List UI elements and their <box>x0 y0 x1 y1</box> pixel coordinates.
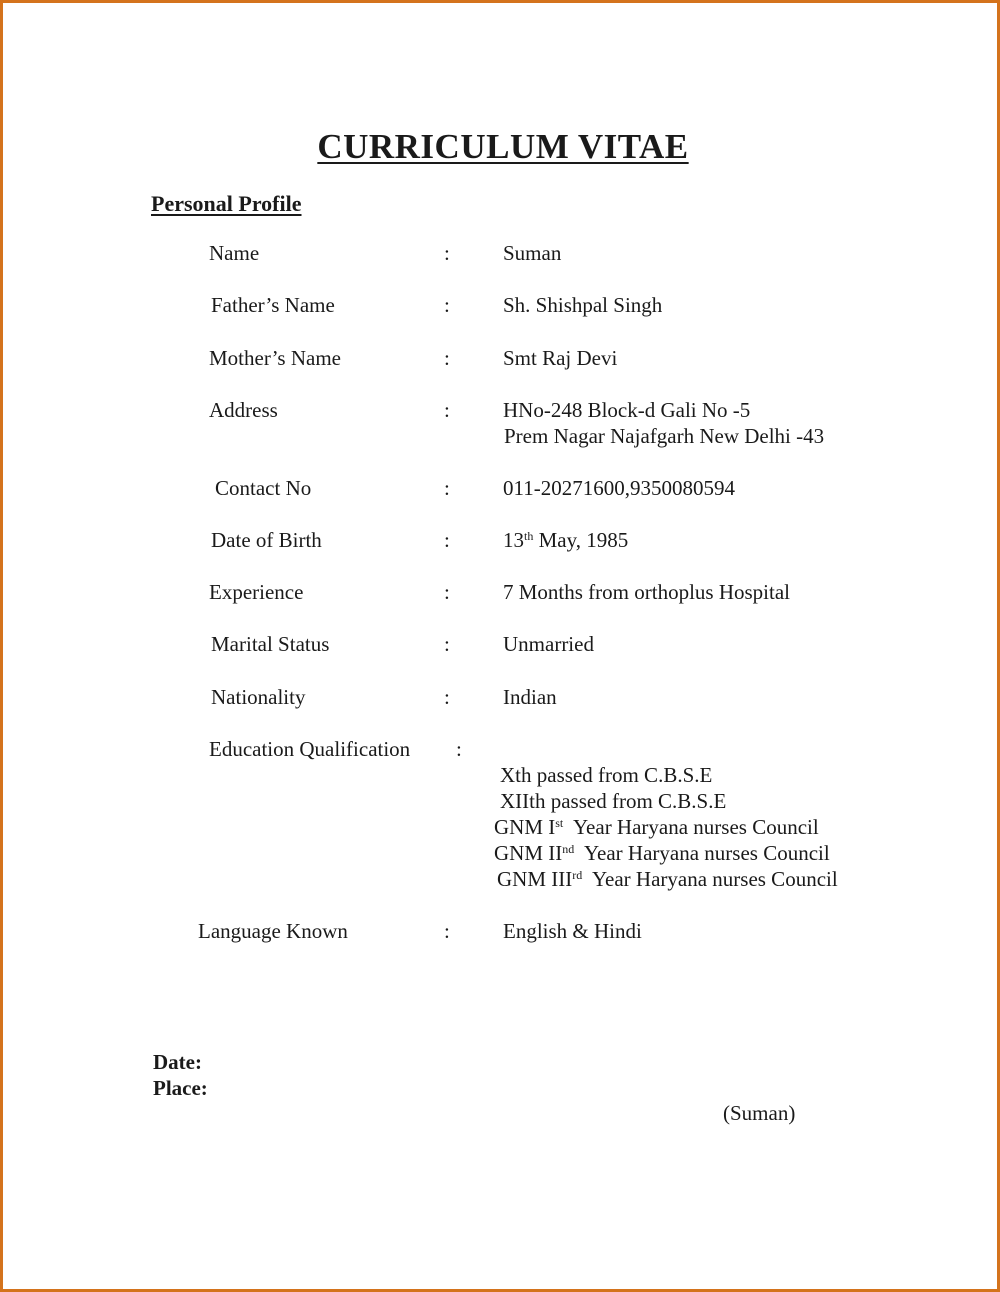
language-colon: : <box>444 919 450 943</box>
experience-colon: : <box>444 580 450 604</box>
mother-name-label: Mother’s Name <box>209 346 341 370</box>
father-name-value: Sh. Shishpal Singh <box>503 293 663 317</box>
dob-label: Date of Birth <box>211 528 322 552</box>
education-label: Education Qualification <box>209 737 411 761</box>
section-heading-personal-profile: Personal Profile <box>151 191 302 216</box>
address-line-1: HNo-248 Block-d Gali No -5 <box>503 398 751 422</box>
marital-status-label: Marital Status <box>211 632 330 656</box>
name-label: Name <box>209 241 260 265</box>
education-item: GNM IIIrd Year Haryana nurses Council <box>497 867 838 891</box>
place-label: Place: <box>153 1076 208 1100</box>
education-item: XIIth passed from C.B.S.E <box>500 789 727 813</box>
address-colon: : <box>444 398 450 422</box>
dob-colon: : <box>444 528 450 552</box>
mother-name-colon: : <box>444 346 450 370</box>
father-name-label: Father’s Name <box>211 293 335 317</box>
education-item: GNM IInd Year Haryana nurses Council <box>494 841 830 865</box>
contact-value: 011-20271600,9350080594 <box>503 476 735 500</box>
date-label: Date: <box>153 1050 202 1074</box>
language-label: Language Known <box>198 919 348 943</box>
contact-label: Contact No <box>215 476 312 500</box>
mother-name-value: Smt Raj Devi <box>503 346 618 370</box>
education-colon: : <box>456 737 462 761</box>
signature-name: (Suman) <box>723 1101 796 1125</box>
address-label: Address <box>209 398 278 422</box>
nationality-value: Indian <box>503 685 557 709</box>
nationality-label: Nationality <box>211 685 306 709</box>
dob-value: 13th May, 1985 <box>503 528 629 552</box>
nationality-colon: : <box>444 685 450 709</box>
language-value: English & Hindi <box>503 919 642 943</box>
marital-status-colon: : <box>444 632 450 656</box>
name-value: Suman <box>503 241 562 265</box>
contact-colon: : <box>444 476 450 500</box>
experience-value: 7 Months from orthoplus Hospital <box>503 580 790 604</box>
name-colon: : <box>444 241 450 265</box>
document-title: CURRICULUM VITAE <box>317 127 689 166</box>
education-item: Xth passed from C.B.S.E <box>500 763 713 787</box>
marital-status-value: Unmarried <box>503 632 594 656</box>
experience-label: Experience <box>209 580 304 604</box>
address-line-2: Prem Nagar Najafgarh New Delhi -43 <box>504 424 825 448</box>
education-item: GNM Ist Year Haryana nurses Council <box>494 815 819 839</box>
father-name-colon: : <box>444 293 450 317</box>
